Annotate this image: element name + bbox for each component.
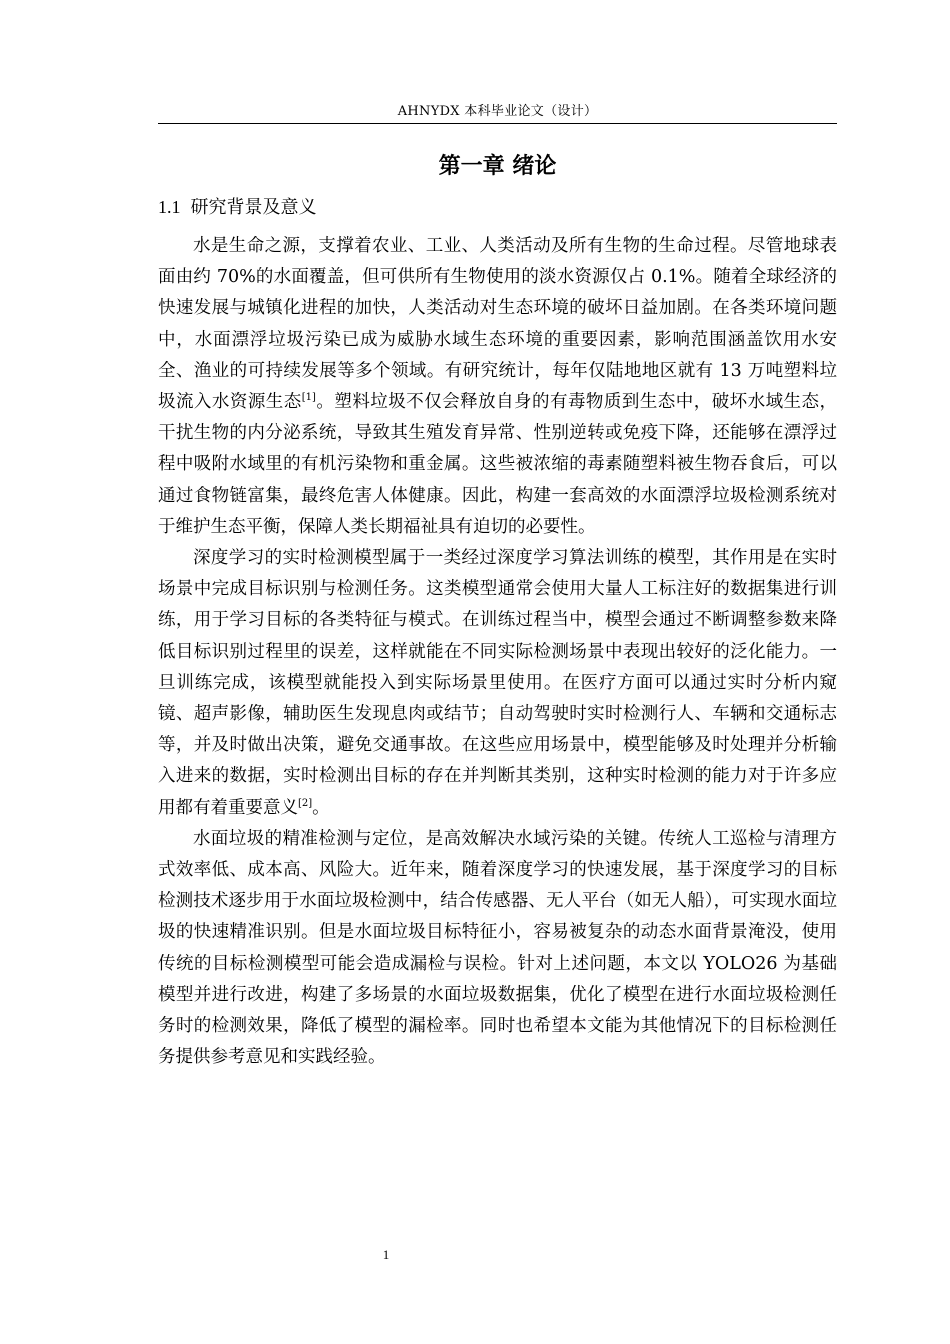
paragraph-text: 水是生命之源，支撑着农业、工业、人类活动及所有生物的生命过程。尽管地球表面由约 70%的水面覆盖，但可供所有生物使用的淡水资源仅占 0.1%。随着全球经济的快速发展与城镇化进程的加快，人类活动对生态环境的破坏日益加剧。在各类环境问题中，水面漂浮垃圾污染已成为威胁水域生态环境的重要因素，影响范围涵盖饮用水安全、渔业的可持续发展等多个领域。有研究统计，每年仅陆地地区就有 13 万吨塑料垃圾流入水资源生态 xyxy=(158,236,837,413)
section-number: 1.1 xyxy=(158,197,181,217)
page-number: 1 xyxy=(382,1247,390,1262)
paragraph xyxy=(158,231,837,543)
citation-ref[interactable]: [2] xyxy=(298,797,313,809)
running-header: AHNYDX 本科毕业论文（设计） xyxy=(397,104,598,119)
citation-ref[interactable]: [1] xyxy=(301,392,316,404)
paragraph-text: 。 xyxy=(312,797,330,818)
chapter-title: 第一章 绪论 xyxy=(438,154,557,179)
section-title: 研究背景及意义 xyxy=(190,197,317,218)
paragraph-text: 水面垃圾的精准检测与定位，是高效解决水域污染的关键。传统人工巡检与清理方式效率低、成本高、风险大。近年来，随着深度学习的快速发展，基于深度学习的目标检测技术逐步用于水面垃圾检测中，结合传感器、无人平台（如无人船），可实现水面垃圾的快速精准识别。但是水面垃圾目标特征小，容易被复杂的动态水面背景淹没，使用传统的目标检测模型可能会造成漏检与误检。针对上述问题，本文以 YOLO26 为基础模型并进行改进，构建了多场景的水面垃圾数据集，优化了模型在进行水面垃圾检测任务时的检测效果，降低了模型的漏检率。同时也希望本文能为其他情况下的目标检测任务提供参考意见和实践经验。 xyxy=(158,828,837,1068)
paragraph-text: 。塑料垃圾不仅会释放自身的有毒物质到生态中，破坏水域生态，干扰生物的内分泌系统，导致其生殖发育异常、性别逆转或免疫下降，还能够在漂浮过程中吸附水域里的有机污染物和重金属。这些被浓缩的毒素随塑料被生物吞食后，可以通过食物链富集，最终危害人体健康。因此，构建一套高效的水面漂浮垃圾检测系统对于维护生态平衡，保障人类长期福祉具有迫切的必要性。 xyxy=(158,392,838,537)
header-rule xyxy=(158,123,837,124)
paragraph-text: 深度学习的实时检测模型属于一类经过深度学习算法训练的模型，其作用是在实时场景中完成目标识别与检测任务。这类模型通常会使用大量人工标注好的数据集进行训练，用于学习目标的各类特征与模式。在训练过程当中，模型会通过不断调整参数来降低目标识别过程里的误差，这样就能在不同实际检测场景中表现出较好的泛化能力。一旦训练完成，该模型就能投入到实际场景里使用。在医疗方面可以通过实时分析内窥镜、超声影像，辅助医生发现息肉或结节；自动驾驶时实时检测行人、车辆和交通标志等，并及时做出决策，避免交通事故。在这些应用场景中，模型能够及时处理并分析输入进来的数据，实时检测出目标的存在并判断其类别，这种实时检测的能力对于许多应用都有着重要意义 xyxy=(158,548,837,818)
body-text xyxy=(158,231,837,1073)
paragraph xyxy=(158,543,837,824)
section-heading xyxy=(158,193,317,222)
paragraph xyxy=(158,824,837,1074)
